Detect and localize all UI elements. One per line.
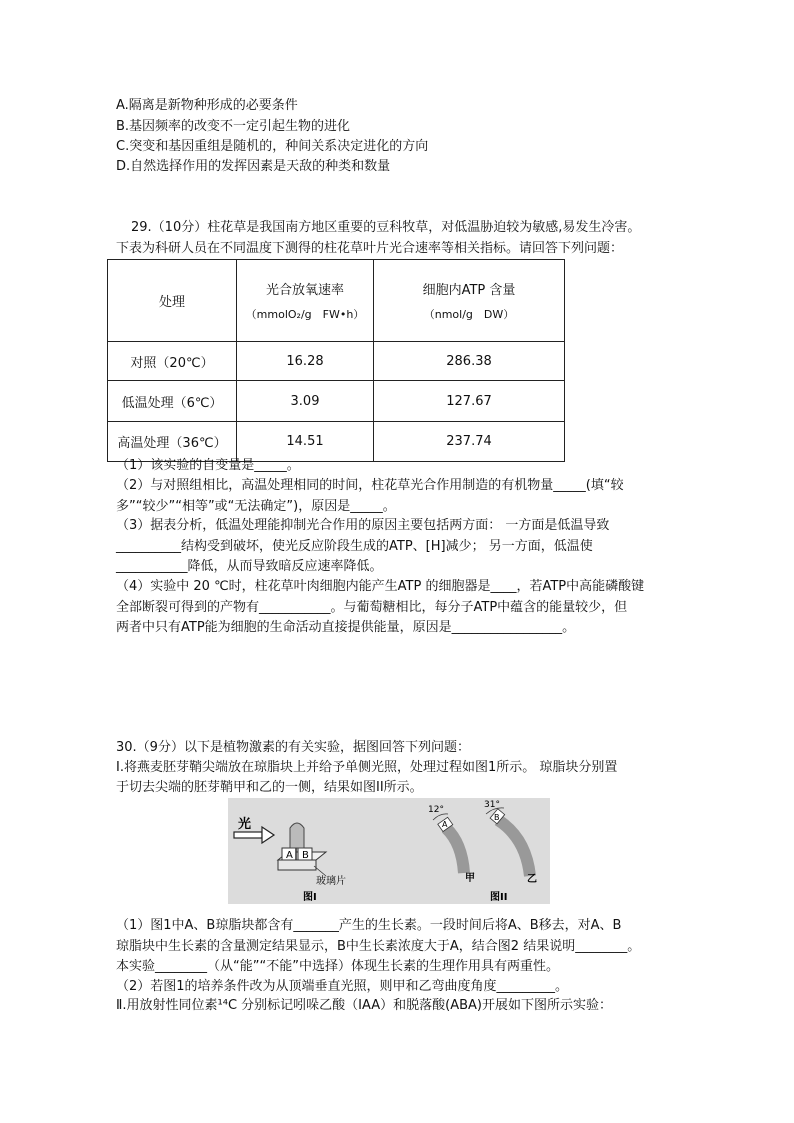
- option-d: D.自然选择作用的发挥因素是天敌的种类和数量: [116, 159, 391, 174]
- q29-sub3-line2: __________结构受到破坏，使光反应阶段生成的ATP、[H]减少； 另一方面，低温使: [116, 539, 593, 554]
- table-row: [108, 381, 565, 422]
- jia-block-label: A: [442, 820, 448, 829]
- q29-sub4-line2: 全部断裂可得到的产物有___________。与葡萄糖相比，每分子ATP中蕴含的能量较少，但: [116, 600, 628, 615]
- q29-sub4-line3: 两者中只有ATP能为细胞的生命活动直接提供能量，原因是_________________。: [116, 620, 576, 635]
- option-c: C.突变和基因重组是随机的，种间关系决定进化的方向: [116, 139, 429, 154]
- cell-treatment: 低温处理（6℃）: [108, 381, 237, 422]
- header-atp-content: [374, 260, 565, 342]
- photosynthesis-table: [107, 259, 565, 462]
- q29-sub3-line3: ___________降低，从而导致暗反应速率降低。: [116, 559, 383, 574]
- header-treatment: 处理: [108, 260, 237, 342]
- angle-jia-label: 12°: [428, 805, 444, 815]
- option-a: A.隔离是新物种形成的必要条件: [116, 98, 298, 113]
- q30-sub1-line2: 琼脂块中生长素的含量测定结果显示，B中生长素浓度大于A，结合图2 结果说明________。: [116, 939, 641, 954]
- cell-treatment: 高温处理（36℃）: [108, 422, 237, 462]
- q30-part1-line2: 于切去尖端的胚芽鞘甲和乙的一侧，结果如图II所示。: [116, 780, 423, 795]
- yi-label: 乙: [527, 874, 537, 885]
- jia-label: 甲: [465, 873, 475, 884]
- q30-sub1-line3: 本实验________（从“能”“不能”中选择）体现生长素的生理作用具有两重性。: [116, 959, 559, 974]
- glass-label: 玻璃片: [316, 876, 346, 887]
- q29-sub1: （1）该实验的自变量是_____。: [116, 458, 300, 473]
- cell-atp: 127.67: [374, 381, 565, 422]
- q29-intro-line1: 29.（10分）柱花草是我国南方地区重要的豆科牧草，对低温胁迫较为敏感,易发生冷害。: [131, 220, 641, 235]
- option-b: B.基因频率的改变不一定引起生物的进化: [116, 119, 351, 134]
- header-atp-unit: （nmol/g DW）: [423, 308, 515, 321]
- cell-rate: 16.28: [237, 342, 374, 381]
- q30-sub2: （2）若图1的培养条件改为从顶端垂直光照，则甲和乙弯曲度角度_________。: [116, 979, 569, 994]
- light-label: 光: [238, 817, 252, 832]
- q29-sub4-line1: （4）实验中 20 ℃时，柱花草叶肉细胞内能产生ATP 的细胞器是____，若ATP中高能磷酸键: [116, 579, 645, 594]
- q30-part1-line1: Ⅰ.将燕麦胚芽鞘尖端放在琼脂块上并给予单侧光照，处理过程如图1所示。 琼脂块分别置: [116, 760, 618, 775]
- q30-intro: 30.（9分）以下是植物激素的有关实验，据图回答下列问题：: [116, 740, 470, 755]
- figure-1-caption: 图I: [303, 892, 317, 903]
- q29-intro-line2: 下表为科研人员在不同温度下测得的柱花草叶片光合速率等相关指标。请回答下列问题：: [116, 241, 624, 256]
- block-a-label: A: [286, 850, 293, 861]
- q30-part2: Ⅱ.用放射性同位素¹⁴C 分别标记吲哚乙酸（IAA）和脱落酸(ABA)开展如下图所示实验：: [116, 998, 612, 1013]
- cell-atp: 286.38: [374, 342, 565, 381]
- header-oxygen-rate-label: 光合放氧速率: [265, 283, 344, 298]
- angle-yi-label: 31°: [484, 800, 500, 810]
- header-oxygen-rate: [237, 260, 374, 342]
- cell-rate: 14.51: [237, 422, 374, 462]
- cell-treatment: 对照（20℃）: [108, 342, 237, 381]
- header-oxygen-rate-unit: （mmolO₂/g FW•h）: [245, 308, 365, 321]
- yi-block-label: B: [494, 813, 500, 822]
- q29-sub3-line1: （3）据表分析，低温处理能抑制光合作用的原因主要包括两方面： 一方面是低温导致: [116, 518, 610, 533]
- figure-2-caption: 图II: [490, 892, 508, 903]
- q29-sub2-line2: 多”“较少”“相等”或“无法确定”)，原因是_____。: [116, 499, 396, 514]
- coleoptile-illustration: [228, 798, 550, 904]
- q30-sub1-line1: （1）图1中A、B琼脂块都含有_______产生的生长素。一段时间后将A、B移去，对A、B: [116, 918, 622, 933]
- coleoptile-figure: [228, 798, 550, 904]
- agar-block-icon: [278, 823, 326, 870]
- table-row: [108, 342, 565, 381]
- q29-sub2-line1: （2）与对照组相比，高温处理相同的时间，柱花草光合作用制造的有机物量_____(填“较: [116, 478, 624, 493]
- header-atp-label: 细胞内ATP 含量: [422, 283, 516, 298]
- cell-atp: 237.74: [374, 422, 565, 462]
- cell-rate: 3.09: [237, 381, 374, 422]
- block-b-label: B: [302, 850, 309, 861]
